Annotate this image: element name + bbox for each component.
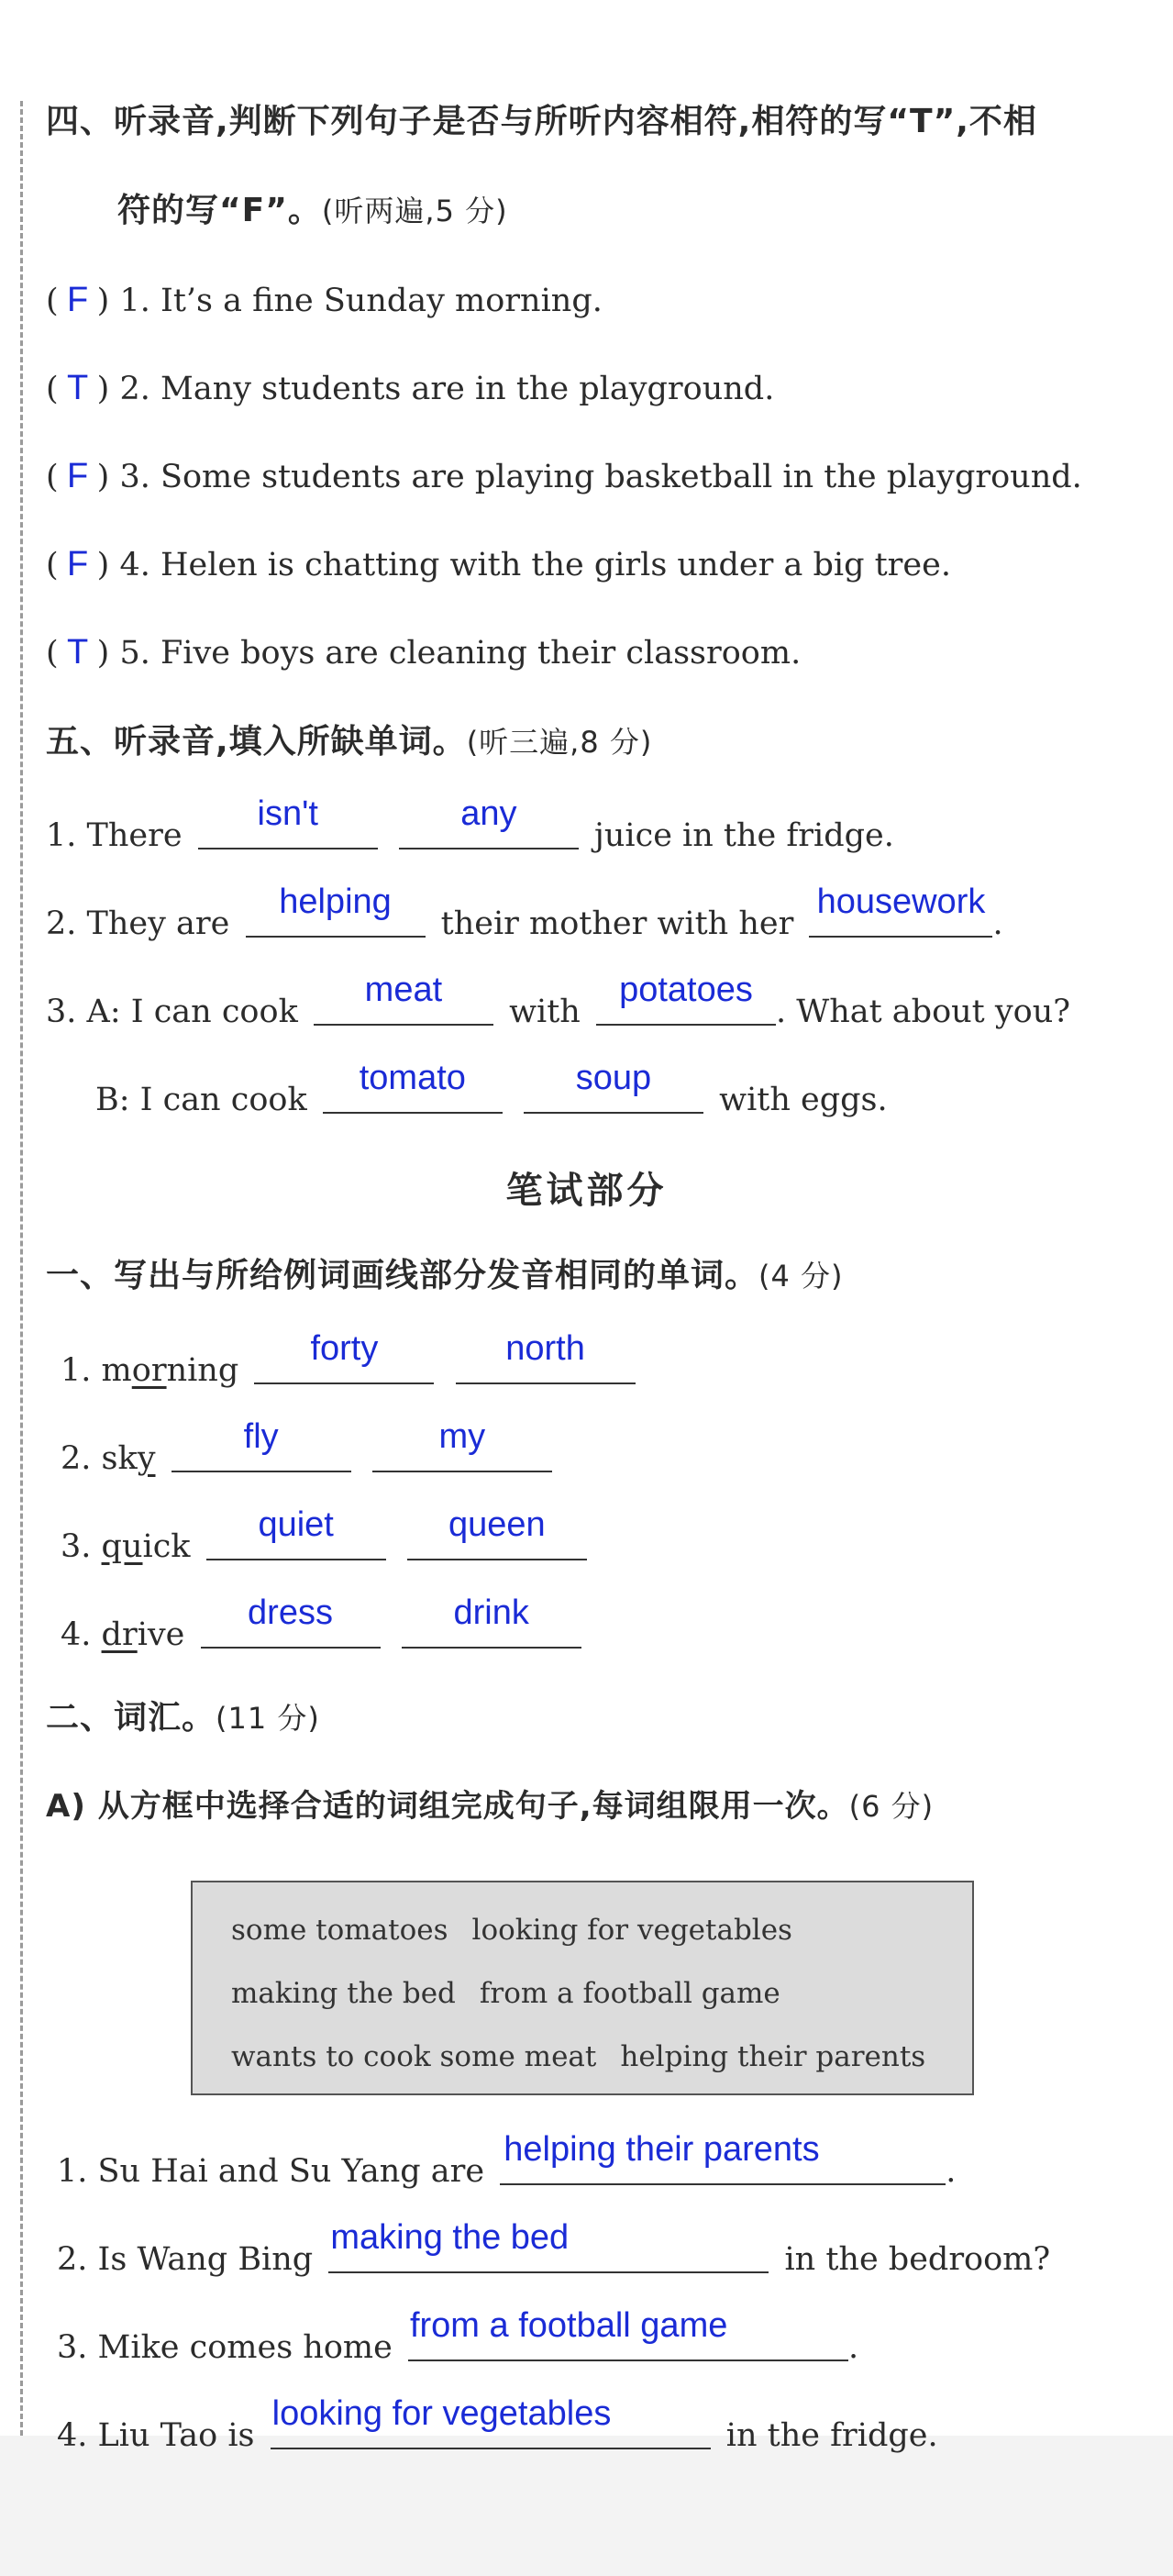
written2-heading-text: 二、词汇。	[46, 1699, 216, 1737]
w2-post-2: in the bedroom?	[784, 2241, 1051, 2278]
s5-q2-blank-2[interactable]	[809, 883, 992, 938]
s5-q3b-answer-1: tomato	[359, 1059, 466, 1097]
w2-pre-2: Is Wang Bing	[97, 2241, 314, 2278]
w2-pre-4: Liu Tao is	[97, 2417, 255, 2454]
w2-num-2: 2.	[57, 2241, 88, 2278]
w1-blank-4b[interactable]	[402, 1593, 581, 1649]
word-bank-row-2	[231, 1962, 972, 2026]
s4-text-3: Some students are playing basketball in the playground.	[160, 459, 1082, 495]
s5-num-3: 3.	[46, 994, 77, 1030]
s4-num-2: 2.	[119, 371, 150, 407]
s4-answer-3[interactable]: F	[67, 457, 89, 495]
s5-q1-post: juice in the fridge.	[594, 817, 894, 854]
s4-num-3: 3.	[119, 459, 150, 495]
s4-answer-4[interactable]: F	[67, 545, 89, 583]
w2-blank-1[interactable]	[500, 2130, 946, 2185]
s5-q2-answer-1: helping	[279, 883, 392, 921]
s5-question-1	[46, 794, 894, 859]
w1-item-4	[61, 1593, 587, 1658]
s5-question-3a	[46, 971, 1071, 1035]
w2-pre-3: Mike comes home	[97, 2329, 393, 2366]
section5-heading-note: (听三遍,8 分)	[466, 725, 653, 760]
word-bank-phrase: wants to cook some meat	[231, 2040, 597, 2073]
w2-num-4: 4.	[57, 2417, 88, 2454]
s5-q1-pre: There	[86, 817, 183, 854]
w2-item-1	[57, 2130, 957, 2194]
s5-q1-blank-1[interactable]	[198, 794, 378, 849]
s4-item-4: ( F ) 4. Helen is chatting with the girls under a big tree.	[46, 541, 951, 588]
s4-answer-2[interactable]: T	[67, 369, 89, 407]
s5-q3a-answer-2: potatoes	[619, 971, 753, 1009]
written2-heading	[46, 1695, 320, 1741]
s4-num-5: 5.	[119, 635, 150, 672]
s4-text-2: Many students are in the playground.	[160, 371, 775, 407]
section4-heading-cont: 符的写“F”。	[117, 192, 322, 229]
s5-q1-blank-2[interactable]	[399, 794, 579, 849]
written2-subA	[46, 1783, 934, 1829]
w1-answer-4a: dress	[248, 1593, 333, 1632]
written2-subA-text: A) 从方框中选择合适的词组完成句子,每词组限用一次。	[46, 1788, 849, 1825]
w2-blank-2[interactable]	[328, 2218, 769, 2273]
w2-num-3: 3.	[57, 2329, 88, 2366]
w1-blank-3b[interactable]	[407, 1505, 587, 1560]
dashed-margin	[20, 101, 23, 2436]
section5-heading	[46, 719, 652, 765]
word-bank-row-1	[231, 1899, 972, 1962]
written-section-title: 笔试部分	[505, 1170, 668, 1212]
w1-example-word-3: quick	[101, 1528, 191, 1565]
s5-q3a-answer-1: meat	[364, 971, 443, 1009]
s4-item-3: ( F ) 3. Some students are playing basketball in the playground.	[46, 453, 1082, 500]
word-bank-phrase: helping their parents	[620, 2040, 926, 2073]
s5-q3b-blank-2[interactable]	[524, 1059, 703, 1114]
section5-heading-text: 五、听录音,填入所缺单词。	[46, 723, 467, 761]
section4-heading-text: 四、听录音,判断下列句子是否与所听内容相符,相符的写“T”,不相	[46, 103, 1037, 140]
s5-q3a-blank-2[interactable]	[596, 971, 776, 1026]
w1-num-3: 3.	[61, 1528, 92, 1565]
w2-blank-3[interactable]	[408, 2306, 848, 2361]
s5-num-1: 1.	[46, 817, 77, 854]
w1-example-word-4: drive	[101, 1616, 185, 1653]
w1-underlined-2: y	[137, 1440, 156, 1477]
s5-q2-mid: their mother with her	[440, 905, 794, 942]
w1-blank-1a[interactable]	[254, 1329, 434, 1384]
s4-answer-5[interactable]: T	[67, 633, 89, 672]
s5-q3a-blank-1[interactable]	[314, 971, 493, 1026]
word-bank-box	[191, 1881, 974, 2095]
w1-answer-4b: drink	[453, 1593, 529, 1632]
s4-text-5: Five boys are cleaning their classroom.	[160, 635, 802, 672]
s5-question-3b	[95, 1059, 888, 1123]
s5-num-2: 2.	[46, 905, 77, 942]
written1-heading-text: 一、写出与所给例词画线部分发音相同的单词。	[46, 1257, 759, 1294]
section4-heading-line2	[117, 188, 508, 234]
word-bank-phrase: some tomatoes	[231, 1914, 448, 1947]
s5-q3b-post: with eggs.	[719, 1082, 888, 1118]
w2-item-4	[57, 2394, 938, 2459]
w1-blank-1b[interactable]	[456, 1329, 636, 1384]
s4-text-4: Helen is chatting with the girls under a big tree.	[160, 547, 951, 583]
w2-item-3	[57, 2306, 859, 2371]
written2-subA-note: (6 分)	[848, 1789, 935, 1824]
s5-q3a-post: . What about you?	[775, 994, 1071, 1030]
w2-pre-1: Su Hai and Su Yang are	[97, 2153, 485, 2190]
w1-underlined-4: dr	[101, 1616, 138, 1653]
w1-num-1: 1.	[61, 1352, 92, 1389]
s5-q1-answer-1: isn't	[257, 794, 318, 833]
s5-q3b-blank-1[interactable]	[323, 1059, 503, 1114]
s5-q2-blank-1[interactable]	[246, 883, 426, 938]
w2-answer-3: from a football game	[409, 2306, 728, 2345]
s5-q2-pre: They are	[86, 905, 230, 942]
section4-heading-note: (听两遍,5 分)	[321, 194, 508, 228]
w2-item-2	[57, 2218, 1051, 2282]
w2-post-3: .	[847, 2329, 859, 2366]
w1-item-1	[61, 1329, 641, 1393]
w1-blank-3a[interactable]	[206, 1505, 386, 1560]
w1-item-3	[61, 1505, 592, 1570]
w2-answer-1: helping their parents	[504, 2130, 820, 2169]
s5-q3b-pre: B: I can cook	[95, 1082, 307, 1118]
s4-num-4: 4.	[119, 547, 150, 583]
w1-answer-1b: north	[505, 1329, 585, 1368]
s5-q3b-answer-2: soup	[575, 1059, 652, 1097]
w2-post-1: .	[946, 2153, 957, 2190]
s5-q2-post: .	[992, 905, 1003, 942]
w1-blank-2a[interactable]	[172, 1417, 351, 1472]
word-bank-phrase: making the bed	[231, 1977, 456, 2010]
w1-underlined-3: qu	[101, 1528, 143, 1565]
word-bank-row-3	[231, 2026, 972, 2089]
word-bank-phrase: looking for vegetables	[471, 1914, 792, 1947]
s4-item-2: ( T ) 2. Many students are in the playground.	[46, 365, 774, 412]
s4-num-1: 1.	[119, 283, 150, 319]
w1-example-word-1: morning	[101, 1352, 239, 1389]
s5-q3a-pre: A: I can cook	[86, 994, 298, 1030]
w1-answer-1a: forty	[310, 1329, 379, 1368]
written1-heading	[46, 1253, 844, 1299]
written2-heading-note: (11 分)	[216, 1701, 320, 1736]
w2-answer-4: looking for vegetables	[271, 2394, 612, 2433]
w1-blank-4a[interactable]	[201, 1593, 381, 1649]
w2-answer-2: making the bed	[330, 2218, 570, 2257]
written1-heading-note: (4 分)	[758, 1259, 844, 1294]
s5-question-2	[46, 883, 1003, 947]
w1-answer-3b: queen	[448, 1505, 546, 1544]
s4-item-5: ( T ) 5. Five boys are cleaning their classroom.	[46, 629, 801, 676]
w1-item-2	[61, 1417, 558, 1482]
w1-num-2: 2.	[61, 1440, 92, 1477]
s5-q3a-mid: with	[509, 994, 581, 1030]
w1-underlined-1: or	[131, 1352, 167, 1389]
w1-answer-3a: quiet	[258, 1505, 334, 1544]
w2-blank-4[interactable]	[271, 2394, 711, 2449]
s5-q1-answer-2: any	[460, 794, 517, 833]
w2-post-4: in the fridge.	[725, 2417, 938, 2454]
s4-item-1: ( F ) 1. It’s a fine Sunday morning.	[46, 277, 603, 324]
w1-example-word-2: sky	[101, 1440, 156, 1477]
s4-text-1: It’s a fine Sunday morning.	[160, 283, 603, 319]
w1-answer-2a: fly	[243, 1417, 279, 1456]
s5-q2-answer-2: housework	[816, 883, 986, 921]
section4-heading-line1	[46, 99, 1037, 145]
w1-blank-2b[interactable]	[372, 1417, 552, 1472]
s4-answer-1[interactable]: F	[67, 281, 89, 319]
word-bank-phrase: from a football game	[479, 1977, 780, 2010]
w1-answer-2b: my	[438, 1417, 486, 1456]
w1-num-4: 4.	[61, 1616, 92, 1653]
w2-num-1: 1.	[57, 2153, 88, 2190]
